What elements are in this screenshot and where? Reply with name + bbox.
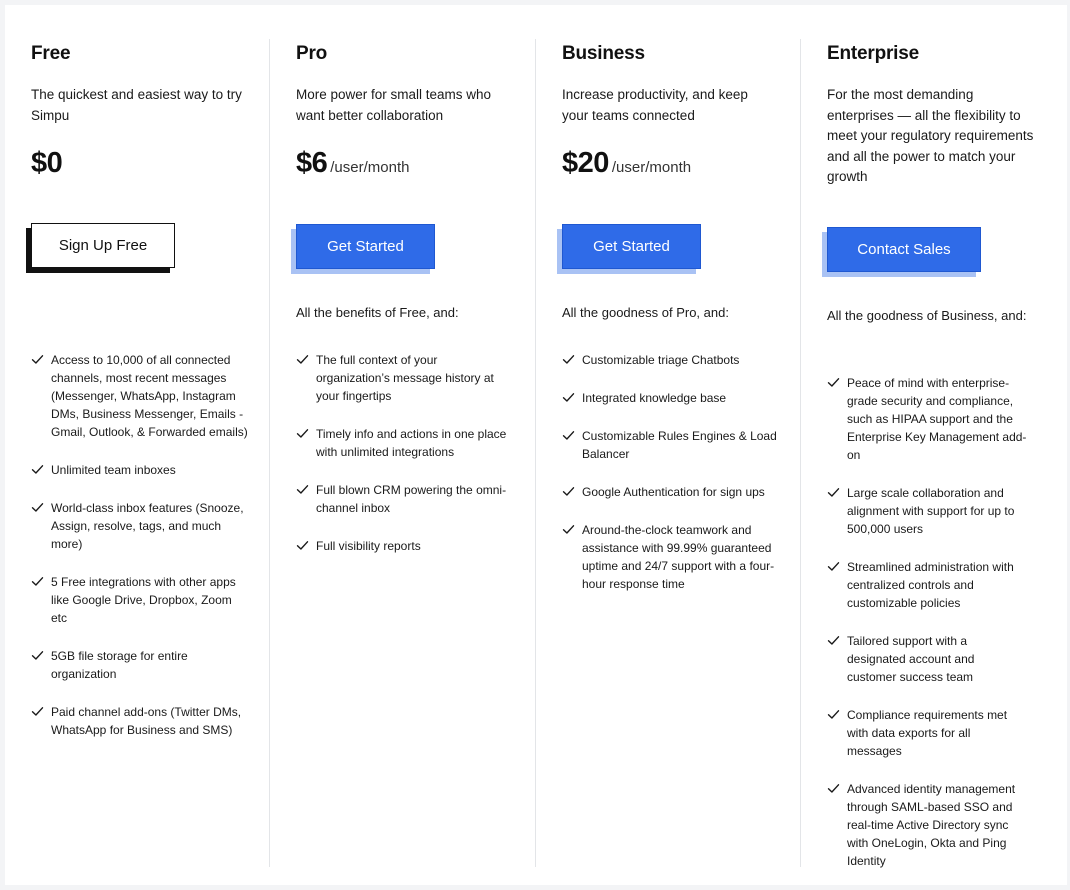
price-row xyxy=(562,147,691,180)
check-icon xyxy=(31,463,44,476)
feature-text: Full visibility reports xyxy=(316,539,421,553)
feature-text: Paid channel add-ons (Twitter DMs, WhatsApp for Business and SMS) xyxy=(51,705,242,737)
check-icon xyxy=(562,523,575,536)
check-icon xyxy=(827,634,840,647)
feature-item xyxy=(296,425,514,461)
check-icon xyxy=(562,353,575,366)
feature-item xyxy=(562,351,780,369)
feature-text: Advanced identity management through SAML-based SSO and real-time Active Directory sync with OneLogin, Okta and Ping Identity xyxy=(847,782,1016,868)
check-icon xyxy=(827,708,840,721)
plan-name: Enterprise xyxy=(827,43,919,64)
feature-item xyxy=(562,427,780,463)
price-unit: /user/month xyxy=(611,159,692,176)
check-icon xyxy=(562,485,575,498)
plan-name: Pro xyxy=(296,43,328,64)
plan-description: More power for small teams who want better collaboration xyxy=(296,87,492,123)
get-started-button-business[interactable]: Get Started xyxy=(562,224,701,269)
feature-list xyxy=(31,351,249,759)
check-icon xyxy=(562,429,575,442)
check-icon xyxy=(31,353,44,366)
feature-item xyxy=(562,483,780,501)
feature-item xyxy=(31,647,249,683)
feature-text: Integrated knowledge base xyxy=(582,391,727,405)
feature-item xyxy=(31,499,249,553)
feature-text: 5 Free integrations with other apps like Google Drive, Dropbox, Zoom etc xyxy=(51,575,236,625)
feature-text: World-class inbox features (Snooze, Assign, resolve, tags, and much more) xyxy=(51,501,244,551)
feature-item xyxy=(827,706,1027,760)
feature-list xyxy=(827,374,1027,890)
feature-item xyxy=(562,389,780,407)
feature-text: Full blown CRM powering the omni-channel inbox xyxy=(316,483,507,515)
check-icon xyxy=(31,705,44,718)
plan-price: $6 xyxy=(296,147,328,179)
check-icon xyxy=(827,782,840,795)
feature-item xyxy=(827,374,1027,464)
feature-text: Around-the-clock teamwork and assistance with 99.99% guaranteed uptime and 24/7 support with a four-hour response time xyxy=(582,523,775,591)
benefits-heading: All the benefits of Free, and: xyxy=(296,305,459,320)
plan-description: For the most demanding enterprises — all the flexibility to meet your regulatory requirements and all the power to match your growth xyxy=(827,87,1034,184)
feature-item xyxy=(31,351,249,441)
feature-item xyxy=(296,481,514,517)
plan-card-free xyxy=(5,5,269,885)
feature-item xyxy=(827,558,1027,612)
check-icon xyxy=(296,539,309,552)
benefits-heading: All the goodness of Business, and: xyxy=(827,308,1027,323)
feature-list xyxy=(562,351,780,613)
plan-description: Increase productivity, and keep your teams connected xyxy=(562,87,748,123)
check-icon xyxy=(296,483,309,496)
plan-card-pro xyxy=(269,5,536,885)
check-icon xyxy=(827,376,840,389)
feature-text: Peace of mind with enterprise-grade security and compliance, such as HIPAA support and the Enterprise Key Management add-on xyxy=(847,376,1027,462)
check-icon xyxy=(562,391,575,404)
feature-item xyxy=(827,780,1027,870)
feature-text: Compliance requirements met with data exports for all messages xyxy=(847,708,1008,758)
feature-text: Google Authentication for sign ups xyxy=(582,485,765,499)
plan-price: $20 xyxy=(562,147,609,179)
feature-text: 5GB file storage for entire organization xyxy=(51,649,188,681)
check-icon xyxy=(296,427,309,440)
feature-item xyxy=(827,484,1027,538)
feature-list xyxy=(296,351,514,575)
price-row xyxy=(31,147,62,180)
feature-text: The full context of your organization’s message history at your fingertips xyxy=(316,353,494,403)
feature-item xyxy=(296,537,514,555)
price-row xyxy=(296,147,409,180)
feature-text: Customizable triage Chatbots xyxy=(582,353,740,367)
feature-item xyxy=(296,351,514,405)
plan-price: $0 xyxy=(31,147,63,179)
check-icon xyxy=(827,560,840,573)
feature-text: Unlimited team inboxes xyxy=(51,463,176,477)
feature-text: Large scale collaboration and alignment with support for up to 500,000 users xyxy=(847,486,1015,536)
check-icon xyxy=(31,501,44,514)
plan-card-enterprise xyxy=(800,5,1068,885)
get-started-button-pro[interactable]: Get Started xyxy=(296,224,435,269)
feature-item xyxy=(31,461,249,479)
sign-up-free-button[interactable]: Sign Up Free xyxy=(31,223,175,268)
plan-description: The quickest and easiest way to try Simpu xyxy=(31,87,242,123)
feature-text: Streamlined administration with centralized controls and customizable policies xyxy=(847,560,1014,610)
feature-item xyxy=(562,521,780,593)
pricing-page xyxy=(5,5,1067,885)
feature-item xyxy=(31,573,249,627)
check-icon xyxy=(31,575,44,588)
check-icon xyxy=(296,353,309,366)
plan-card-business xyxy=(535,5,801,885)
feature-item xyxy=(827,632,1027,686)
price-unit: /user/month xyxy=(330,159,410,176)
plan-name: Free xyxy=(31,43,71,64)
feature-text: Tailored support with a designated account and customer success team xyxy=(847,634,975,684)
contact-sales-button[interactable]: Contact Sales xyxy=(827,227,981,272)
feature-text: Timely info and actions in one place with unlimited integrations xyxy=(316,427,507,459)
check-icon xyxy=(31,649,44,662)
feature-text: Customizable Rules Engines & Load Balancer xyxy=(582,429,777,461)
plan-name: Business xyxy=(562,43,645,64)
feature-item xyxy=(31,703,249,739)
feature-text: Access to 10,000 of all connected channels, most recent messages (Messenger, WhatsApp, Instagram DMs, Business Messenger, Emails - Gmail, Outlook, & Forwarded emails) xyxy=(51,353,248,439)
benefits-heading: All the goodness of Pro, and: xyxy=(562,305,729,320)
check-icon xyxy=(827,486,840,499)
